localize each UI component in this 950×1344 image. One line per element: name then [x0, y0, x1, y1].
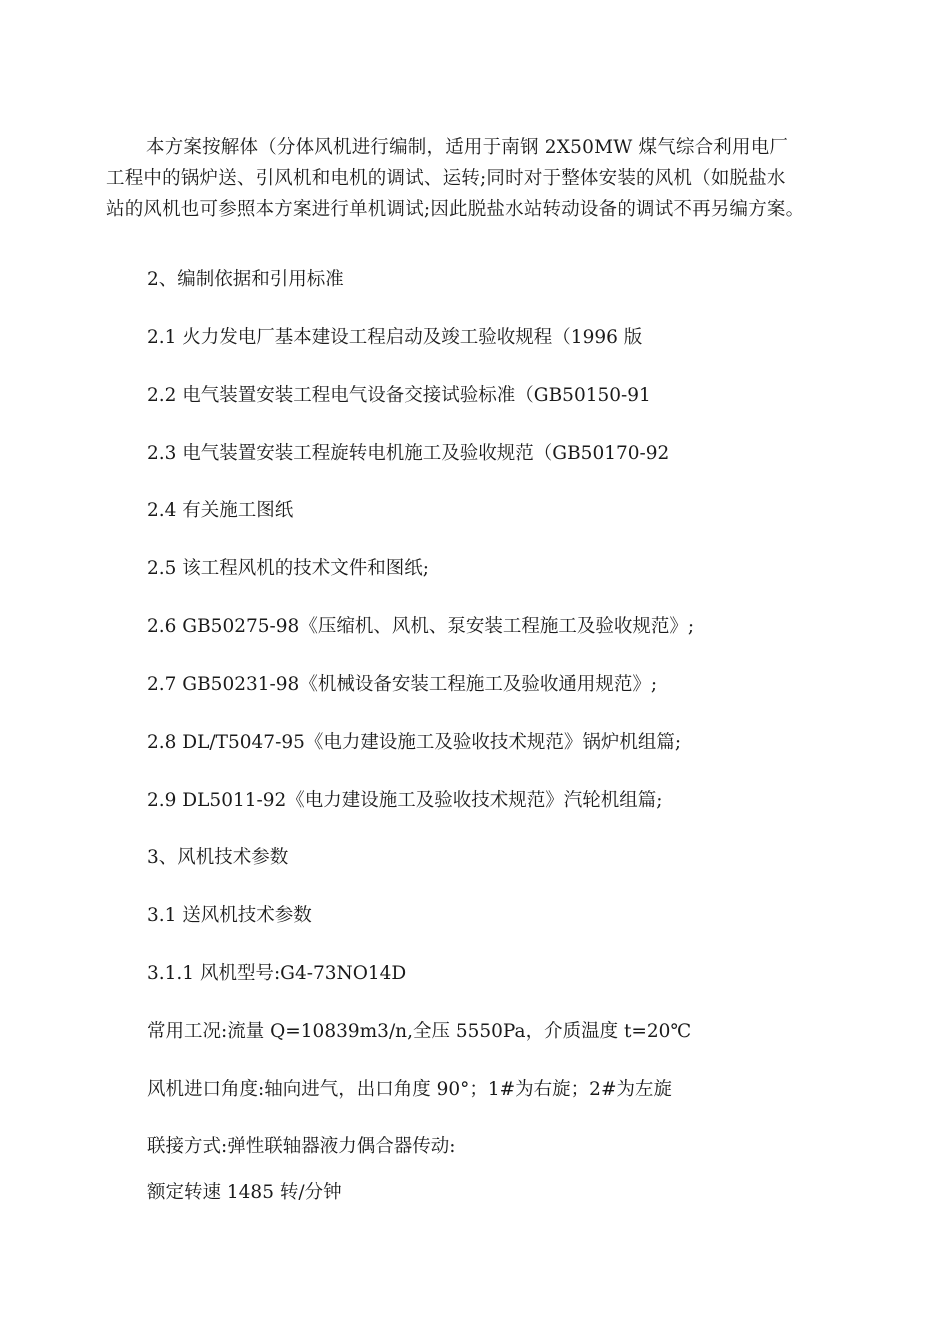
reference-item: 2.7 GB50231-98《机械设备安装工程施工及验收通用规范》; [147, 674, 658, 695]
intro-line-2: 工程中的锅炉送、引风机和电机的调试、运转;同时对于整体安装的风机（如脱盐水 [106, 168, 786, 189]
reference-item: 2.1 火力发电厂基本建设工程启动及竣工验收规程（1996 版 [147, 327, 643, 348]
operating-condition: 常用工况:流量 Q=10839m3/n,全压 5550Pa，介质温度 t=20℃ [147, 1021, 692, 1042]
intro-line-1: 本方案按解体（分体风机进行编制，适用于南钢 2X50MW 煤气综合利用电厂 [146, 137, 789, 158]
reference-item: 2.8 DL/T5047-95《电力建设施工及验收技术规范》锅炉机组篇; [147, 732, 682, 753]
reference-item: 2.3 电气装置安装工程旋转电机施工及验收规范（GB50170-92 [147, 443, 670, 464]
reference-item: 2.9 DL5011-92《电力建设施工及验收技术规范》汽轮机组篇; [147, 790, 663, 811]
intro-line-3: 站的风机也可参照本方案进行单机调试;因此脱盐水站转动设备的调试不再另编方案。 [106, 199, 805, 220]
inlet-angle: 风机进口角度:轴向进气，出口角度 90°；1#为右旋；2#为左旋 [147, 1079, 672, 1100]
section-heading-fan-params: 3、风机技术参数 [147, 847, 289, 868]
fan-model: 3.1.1 风机型号:G4-73NO14D [147, 963, 407, 984]
rated-speed: 额定转速 1485 转/分钟 [147, 1182, 342, 1203]
reference-item: 2.5 该工程风机的技术文件和图纸; [147, 558, 430, 579]
section-heading-references: 2、编制依据和引用标准 [147, 269, 344, 290]
coupling-method: 联接方式:弹性联轴器液力偶合器传动: [147, 1136, 456, 1157]
reference-item: 2.6 GB50275-98《压缩机、风机、泵安装工程施工及验收规范》; [147, 616, 695, 637]
intro-paragraph [106, 132, 866, 225]
subsection-heading: 3.1 送风机技术参数 [147, 905, 312, 926]
reference-item: 2.4 有关施工图纸 [147, 500, 294, 521]
reference-item: 2.2 电气装置安装工程电气设备交接试验标准（GB50150-91 [147, 385, 651, 406]
